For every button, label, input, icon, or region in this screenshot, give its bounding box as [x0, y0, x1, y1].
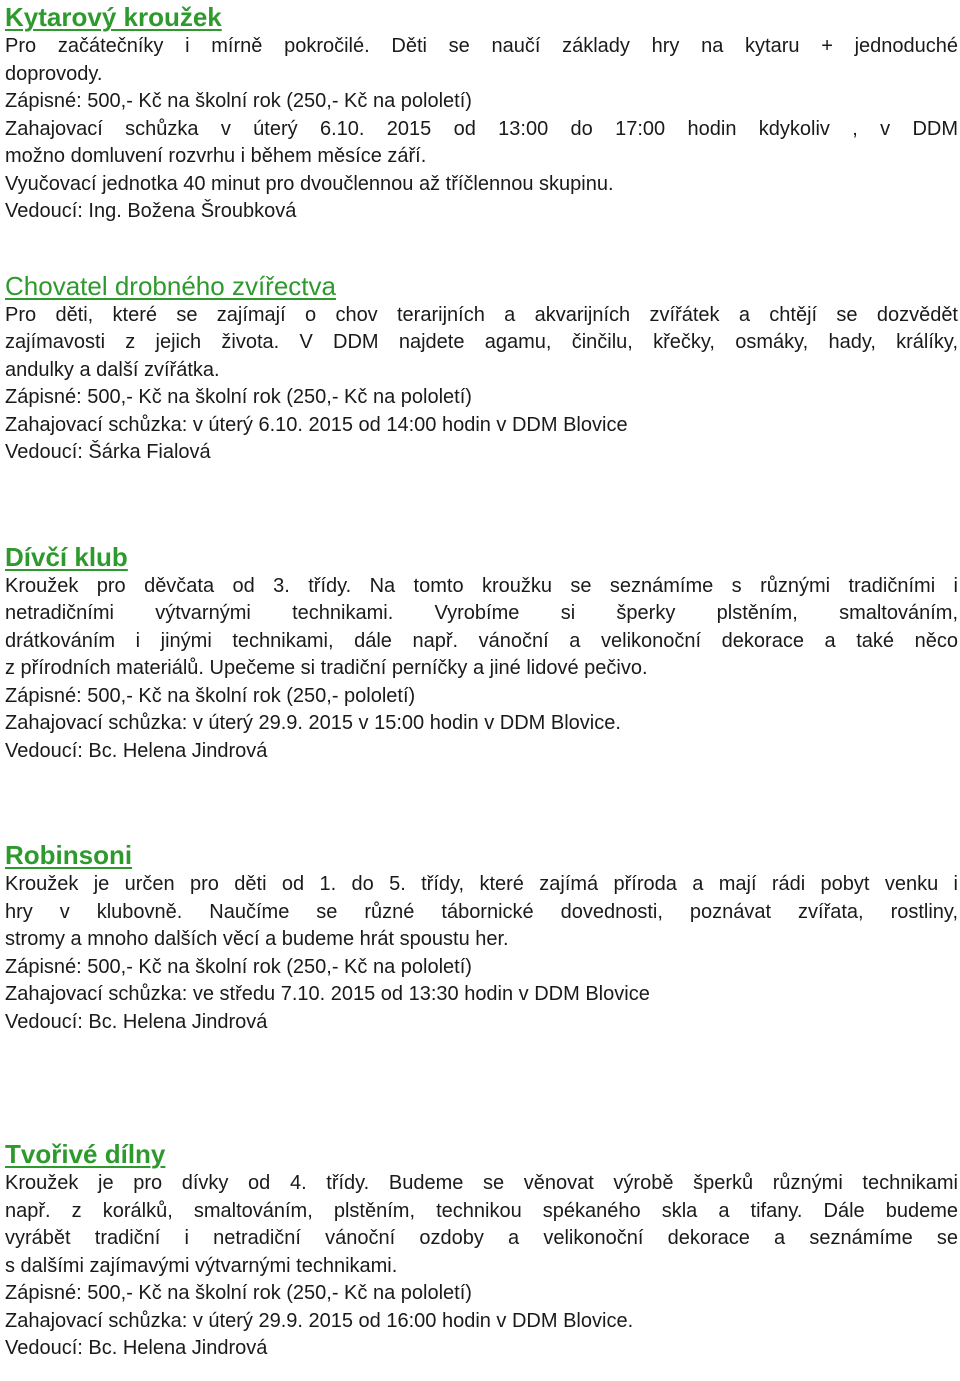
paragraph-line: hry v klubovně. Naučíme se různé tábornické dovednosti, poznávat zvířata, rostliny,: [5, 900, 958, 923]
paragraph-line: stromy a mnoho dalších věcí a budeme hrát spoustu her.: [5, 928, 509, 950]
paragraph-line: netradičními výtvarnými technikami. Vyrobíme si šperky plstěním, smaltováním,: [5, 602, 958, 624]
fee-line: Zápisné: 500,- Kč na školní rok (250,- Kč na pololetí): [5, 1282, 472, 1304]
paragraph-line: Pro začátečníky i mírně pokročilé. Děti se naučí základy hry na kytaru + jednoduché: [5, 35, 958, 57]
leader-line: Vedoucí: Ing. Božena Šroubková: [5, 200, 297, 222]
paragraph-line: andulky a další zvířátka.: [5, 358, 220, 381]
paragraph-line: z přírodních materiálů. Upečeme si tradiční perníčky a jiné lidové pečivo.: [5, 657, 648, 679]
paragraph-line: Kroužek je určen pro děti od 1. do 5. třídy, které zajímá příroda a mají rádi pobyt venku i: [5, 873, 958, 895]
paragraph-line: drátkováním i jinými technikami, dále např. vánoční a velikonoční dekorace a také něco: [5, 629, 958, 652]
leader-line: Vedoucí: Šárka Fialová: [5, 441, 211, 463]
paragraph-line: Kroužek pro děvčata od 3. třídy. Na tomto kroužku se seznámíme s různými tradičními i: [5, 574, 958, 597]
fee-line: Zápisné: 500,- Kč na školní rok (250,- pololetí): [5, 684, 416, 707]
leader-line: Vedoucí: Bc. Helena Jindrová: [5, 1010, 268, 1033]
section-title: Chovatel drobného zvířectva: [5, 270, 336, 301]
leader-line: Vedoucí: Bc. Helena Jindrová: [5, 739, 268, 762]
section-tvorive-dilny: [5, 1138, 958, 1363]
section-divci-klub: [5, 541, 958, 766]
paragraph-line: např. z korálků, smaltováním, plstěním, technikou spékaného skla a tifany. Dále budeme: [5, 1199, 958, 1222]
paragraph-line: Vyučovací jednotka 40 minut pro dvoučlennou až tříčlennou skupinu.: [5, 172, 614, 195]
paragraph-line: zajímavosti z jejich života. V DDM najdete agamu, činčilu, křečky, osmáky, hady, králíky,: [5, 331, 958, 353]
meeting-line: Zahajovací schůzka v úterý 6.10. 2015 od 13:00 do 17:00 hodin kdykoliv , v DDM: [5, 117, 958, 140]
fee-line: Zápisné: 500,- Kč na školní rok (250,- Kč na pololetí): [5, 386, 472, 408]
section-title: Kytarový kroužek: [5, 2, 222, 32]
section-kytarovy-krouzek: [5, 0, 958, 226]
section-robinsoni: [5, 839, 958, 1036]
meeting-line: Zahajovací schůzka: v úterý 6.10. 2015 od 14:00 hodin v DDM Blovice: [5, 413, 628, 436]
leader-line: Vedoucí: Bc. Helena Jindrová: [5, 1337, 268, 1359]
paragraph-line: Pro děti, které se zajímají o chov terarijních a akvarijních zvířátek a chtějí se dozvědět: [5, 303, 958, 326]
meeting-line: Zahajovací schůzka: ve středu 7.10. 2015 od 13:30 hodin v DDM Blovice: [5, 983, 650, 1005]
paragraph-line: vyrábět tradiční i netradiční vánoční ozdoby a velikonoční dekorace a seznámíme se: [5, 1227, 958, 1249]
paragraph-line: s dalšími zajímavými výtvarnými technikami.: [5, 1254, 398, 1277]
fee-line: Zápisné: 500,- Kč na školní rok (250,- Kč na pololetí): [5, 90, 472, 112]
fee-line: Zápisné: 500,- Kč na školní rok (250,- Kč na pololetí): [5, 955, 472, 978]
meeting-line: Zahajovací schůzka: v úterý 29.9. 2015 od 16:00 hodin v DDM Blovice.: [5, 1309, 634, 1332]
meeting-line: Zahajovací schůzka: v úterý 29.9. 2015 v 15:00 hodin v DDM Blovice.: [5, 712, 621, 734]
section-title: Dívčí klub: [5, 541, 128, 572]
section-title: Robinsoni: [5, 840, 133, 870]
paragraph-line: možno domluvení rozvrhu i během měsíce září.: [5, 145, 427, 167]
section-title: Tvořivé dílny: [5, 1139, 166, 1169]
paragraph-line: doprovody.: [5, 62, 103, 85]
section-chovatel: [5, 270, 958, 467]
paragraph-line: Kroužek je pro dívky od 4. třídy. Budeme se věnovat výrobě šperků různými technikami: [5, 1172, 958, 1194]
